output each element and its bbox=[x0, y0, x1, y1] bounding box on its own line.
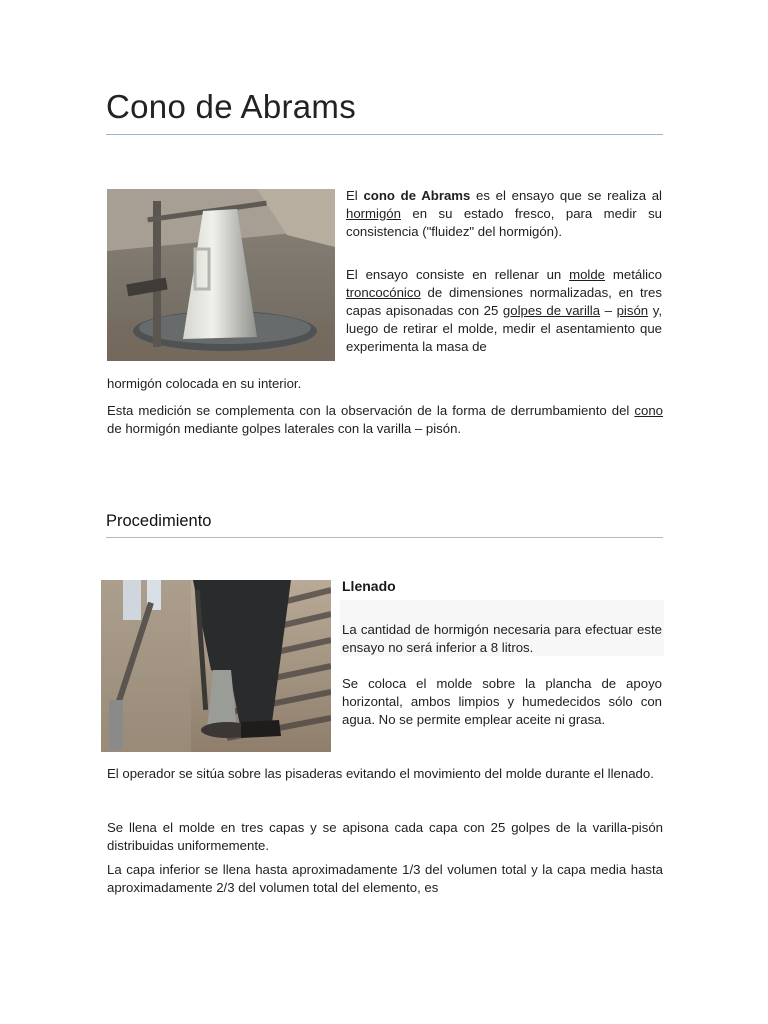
link-cono[interactable]: cono bbox=[634, 403, 663, 418]
llenado-paragraph-2: Se coloca el molde sobre la plancha de apoyo horizontal, ambos limpios y humedecidos sólo con agua. No se permite emplear aceite ni grasa. bbox=[342, 676, 662, 727]
link-golpes-de-varilla[interactable]: golpes de varilla bbox=[502, 303, 601, 318]
llenado-paragraph-4: Se llena el molde en tres capas y se apisona cada capa con 25 golpes de la varilla-pisón distribuidas uniformemente. bbox=[107, 820, 663, 853]
section-heading-procedimiento: Procedimiento bbox=[106, 512, 212, 530]
subsection-heading-llenado: Llenado bbox=[342, 578, 396, 594]
section-underline bbox=[106, 537, 663, 538]
intro-paragraph-1: El cono de Abrams es el ensayo que se realiza al hormigón en su estado fresco, para medir su consistencia ("fluidez" del hormigón). bbox=[346, 188, 662, 239]
abrams-cone-photo bbox=[107, 189, 335, 361]
llenado-paragraph-5: La capa inferior se llena hasta aproximadamente 1/3 del volumen total y la capa media hasta aproximadamente 2/3 del volumen total del elemento, es bbox=[107, 862, 663, 895]
intro-paragraph-2-tail: hormigón colocada en su interior. bbox=[107, 376, 302, 391]
link-troncoconico[interactable]: troncocónico bbox=[346, 285, 421, 300]
llenado-paragraph-1: La cantidad de hormigón necesaria para efectuar este ensayo no será inferior a 8 litros. bbox=[342, 622, 662, 655]
title-underline bbox=[106, 134, 663, 135]
link-hormigon[interactable]: hormigón bbox=[346, 206, 401, 221]
llenado-paragraph-3: El operador se sitúa sobre las pisaderas evitando el movimiento del molde durante el llenado. bbox=[107, 766, 654, 781]
term-abrams-cone: cono de Abrams bbox=[363, 188, 471, 203]
intro-paragraph-3: Esta medición se complementa con la observación de la forma de derrumbamiento del cono de hormigón mediante golpes laterales con la varilla – pisón. bbox=[107, 403, 663, 436]
filling-procedure-photo bbox=[101, 580, 331, 752]
page-title: Cono de Abrams bbox=[106, 88, 357, 125]
link-molde[interactable]: molde bbox=[569, 267, 606, 282]
intro-paragraph-2: El ensayo consiste en rellenar un molde metálico troncocónico de dimensiones normalizadas, en tres capas apisonadas con 25 golpes de varilla – pisón y, luego de retirar el molde, medir el asentamiento que experimenta la masa de bbox=[346, 267, 662, 354]
link-pison[interactable]: pisón bbox=[616, 303, 649, 318]
